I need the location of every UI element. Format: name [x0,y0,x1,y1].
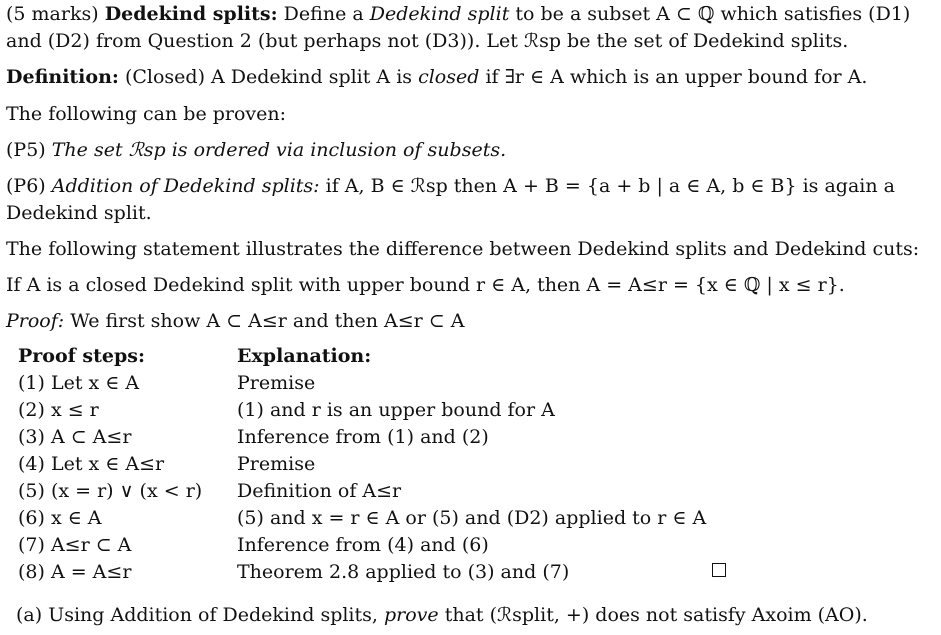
definition [6,66,867,88]
qed-square-icon [712,563,726,577]
following-text: The following can be proven: [6,103,287,125]
closed-term: closed [418,66,480,88]
proof-label: Proof: [6,310,65,332]
dedekind-split-term: Dedekind split [369,3,510,25]
proof-explanation: (5) and x = r ∈ A or (5) and (D2) applied to r ∈ A [237,507,707,529]
proof-explanation: Premise [237,453,316,475]
proof-step: (6) x ∈ A [18,507,102,529]
statement-intro: The following statement illustrates the difference between Dedekind splits and Dedekind cuts: [6,238,920,260]
proof-step: (7) A≤r ⊂ A [18,534,132,556]
question-a [16,604,868,626]
proof-step: (8) A = A≤r [18,561,132,583]
intro-line-2: and (D2) from Question 2 (but perhaps not (D3)). Let ℛsp be the set of Dedekind splits. [6,30,849,52]
question-text: (a) Using Addition of Dedekind splits, [16,604,384,626]
definition-text: (Closed) A Dedekind split A is [118,66,419,88]
definition-text-cont: if ∃r ∈ A which is an upper bound for A. [479,66,868,88]
p5-label: (P5) [6,139,52,161]
p5-text: The set ℛsp is ordered via inclusion of subsets. [51,139,507,161]
intro-text: Define a [277,3,370,25]
p6-line-2: Dedekind split. [6,202,152,224]
p5 [6,139,506,161]
dedekind-splits-heading: Dedekind splits: [104,3,278,25]
marks-text: (5 marks) [6,3,105,25]
p6-line-1 [6,175,895,197]
prove-term: prove [383,604,439,626]
intro-text-cont: to be a subset A ⊂ ℚ which satisfies (D1) [509,3,911,25]
proof-explanation: Inference from (1) and (2) [237,426,489,448]
statement: If A is a closed Dedekind split with upper bound r ∈ A, then A = A≤r = {x ∈ ℚ | x ≤ r}. [6,274,845,296]
intro-line-1 [6,3,910,25]
proof-text: We first show A ⊂ A≤r and then A≤r ⊂ A [64,310,465,332]
proof-step: (5) (x = r) ∨ (x < r) [18,480,203,502]
proof-explanation: Premise [237,372,316,394]
p6-title: Addition of Dedekind splits: [51,175,320,197]
proof-explanation: Definition of A≤r [237,480,402,502]
p6-text: if A, B ∈ ℛsp then A + B = {a + b | a ∈ A, b ∈ B} is again a [319,175,895,197]
proof-step: (4) Let x ∈ A≤r [18,453,165,475]
proof-explanation: Theorem 2.8 applied to (3) and (7) [237,561,570,583]
proof-step: (2) x ≤ r [18,399,99,421]
question-text-cont: that (ℛsplit, +) does not satisfy Axoim (AO). [438,604,868,626]
proof-step: (3) A ⊂ A≤r [18,426,132,448]
p6-label: (P6) [6,175,52,197]
proof-steps-header: Proof steps: [18,345,145,367]
proof-intro [6,310,465,332]
proof-explanation: Inference from (4) and (6) [237,534,489,556]
proof-step: (1) Let x ∈ A [18,372,140,394]
explanation-header: Explanation: [237,345,372,367]
proof-explanation: (1) and r is an upper bound for A [237,399,555,421]
definition-label: Definition: [6,66,119,88]
